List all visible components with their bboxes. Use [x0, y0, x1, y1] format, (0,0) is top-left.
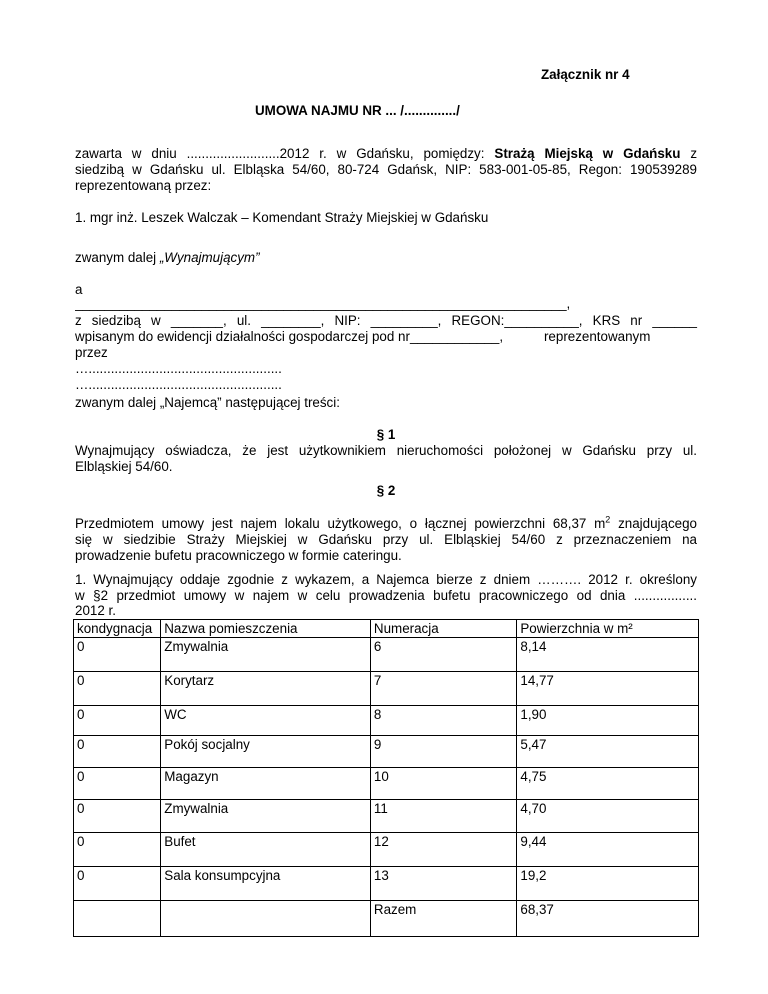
section-1-line-1: Wynajmujący oświadcza, że jest użytkownikiem nieruchomości położonej w Gdańsku przy ul.: [75, 443, 697, 458]
table-cell: 0: [74, 672, 161, 706]
table-row: [74, 768, 699, 800]
section-2-para-3: 2012 r.: [75, 603, 116, 618]
representative: 1. mgr inż. Leszek Walczak – Komendant Straży Miejskiej w Gdańsku: [75, 210, 489, 225]
table-cell: Zmywalnia: [161, 638, 371, 672]
tenant-a: a: [75, 282, 83, 297]
table-header-cell: Powierzchnia w m²: [517, 620, 699, 638]
section-2-line-1: Przedmiotem umowy jest najem lokalu użytkowego, o łącznej powierzchni 68,37 $m^2$ znajdującego: [75, 514, 697, 531]
total-value: 68,37: [517, 901, 699, 937]
table-cell: 8: [370, 706, 516, 736]
table-cell: 9,44: [517, 833, 699, 867]
table-cell: 10: [370, 768, 516, 800]
annex-label: Załącznik nr 4: [541, 67, 630, 82]
table-cell: 19,2: [517, 867, 699, 901]
table-cell: 0: [74, 867, 161, 901]
table-cell: Sala konsumpcyjna: [161, 867, 371, 901]
table-row: [74, 867, 699, 901]
table-cell: 0: [74, 638, 161, 672]
table-cell: 0: [74, 833, 161, 867]
table-cell: Korytarz: [161, 672, 371, 706]
section-2-line-3: prowadzenie bufetu pracowniczego w formie cateringu.: [75, 548, 402, 563]
tenant-dots-1: …....................................................: [75, 361, 282, 376]
table-cell: 0: [74, 768, 161, 800]
landlord-definition: zwanym dalej „Wynajmującym”: [75, 250, 260, 265]
table-cell: Zmywalnia: [161, 800, 371, 833]
rooms-table: [73, 619, 699, 937]
table-cell: 1,90: [517, 706, 699, 736]
intro-line-1: zawarta w dniu .........................2012 r. w Gdańsku, pomiędzy: Strażą Miejską w Gdańsku z: [75, 146, 698, 161]
table-cell: 5,47: [517, 736, 699, 768]
section-1-line-2: Elbląskiej 54/60.: [75, 459, 173, 474]
table-header-row: [74, 620, 699, 638]
table-row: [74, 638, 699, 672]
table-cell: 8,14: [517, 638, 699, 672]
tenant-line-2: wpisanym do ewidencji działalności gospodarczej pod nr____________, reprezentowanym: [75, 329, 651, 344]
table-cell: Pokój socjalny: [161, 736, 371, 768]
total-label: Razem: [370, 901, 516, 937]
table-row: [74, 672, 699, 706]
table-cell: 13: [370, 867, 516, 901]
table-cell: 12: [370, 833, 516, 867]
contract-title: UMOWA NAJMU NR ... /............../: [255, 103, 460, 118]
table-row: [74, 706, 699, 736]
intro-line-2: siedzibą w Gdańsku ul. Elbląska 54/60, 80-724 Gdańsk, NIP: 583-001-05-85, Regon: 190539289: [75, 162, 697, 177]
table-cell: 0: [74, 800, 161, 833]
section-2-line-2: się w siedzibie Straży Miejskiej w Gdańsku przy ul. Elbląskiej 54/60 z przeznaczeniem na: [75, 532, 697, 547]
tenant-line-1: z siedzibą w _______, ul. ________, NIP: _________, REGON:__________, KRS nr ______: [75, 313, 697, 328]
table-row: [74, 833, 699, 867]
table-cell: [161, 901, 371, 937]
table-cell: 0: [74, 736, 161, 768]
table-cell: 4,70: [517, 800, 699, 833]
tenant-dots-2: …....................................................: [75, 377, 282, 392]
table-cell: 14,77: [517, 672, 699, 706]
table-cell: Bufet: [161, 833, 371, 867]
section-2-heading: § 2: [376, 483, 396, 498]
table-header-cell: kondygnacja: [74, 620, 161, 638]
table-cell: 9: [370, 736, 516, 768]
table-header-cell: Nazwa pomieszczenia: [161, 620, 371, 638]
table-cell: [74, 901, 161, 937]
table-header-cell: Numeracja: [370, 620, 516, 638]
table-cell: 6: [370, 638, 516, 672]
tenant-definition: zwanym dalej „Najemcą” następującej treści:: [75, 395, 340, 410]
section-1-heading: § 1: [376, 427, 396, 442]
section-2-para-2: w §2 przedmiot umowy w najem w celu prowadzenia bufetu pracowniczego od dnia .................: [75, 588, 697, 603]
table-cell: 7: [370, 672, 516, 706]
table-cell: 4,75: [517, 768, 699, 800]
table-cell: 0: [74, 706, 161, 736]
table-total-row: [74, 901, 699, 937]
table-row: [74, 800, 699, 833]
section-2-para-1: 1. Wynajmujący oddaje zgodnie z wykazem, a Najemca bierze z dniem ………. 2012 r. określony: [75, 572, 697, 587]
table-row: [74, 736, 699, 768]
table-cell: 11: [370, 800, 516, 833]
intro-line-3: reprezentowaną przez:: [75, 178, 212, 193]
city-guard-name: Strażą Miejską w Gdańsku: [494, 146, 681, 161]
tenant-line-3: przez: [75, 345, 108, 360]
table-cell: Magazyn: [161, 768, 371, 800]
tenant-blank-line: __________________________________________________________________,: [75, 296, 571, 311]
table-cell: WC: [161, 706, 371, 736]
